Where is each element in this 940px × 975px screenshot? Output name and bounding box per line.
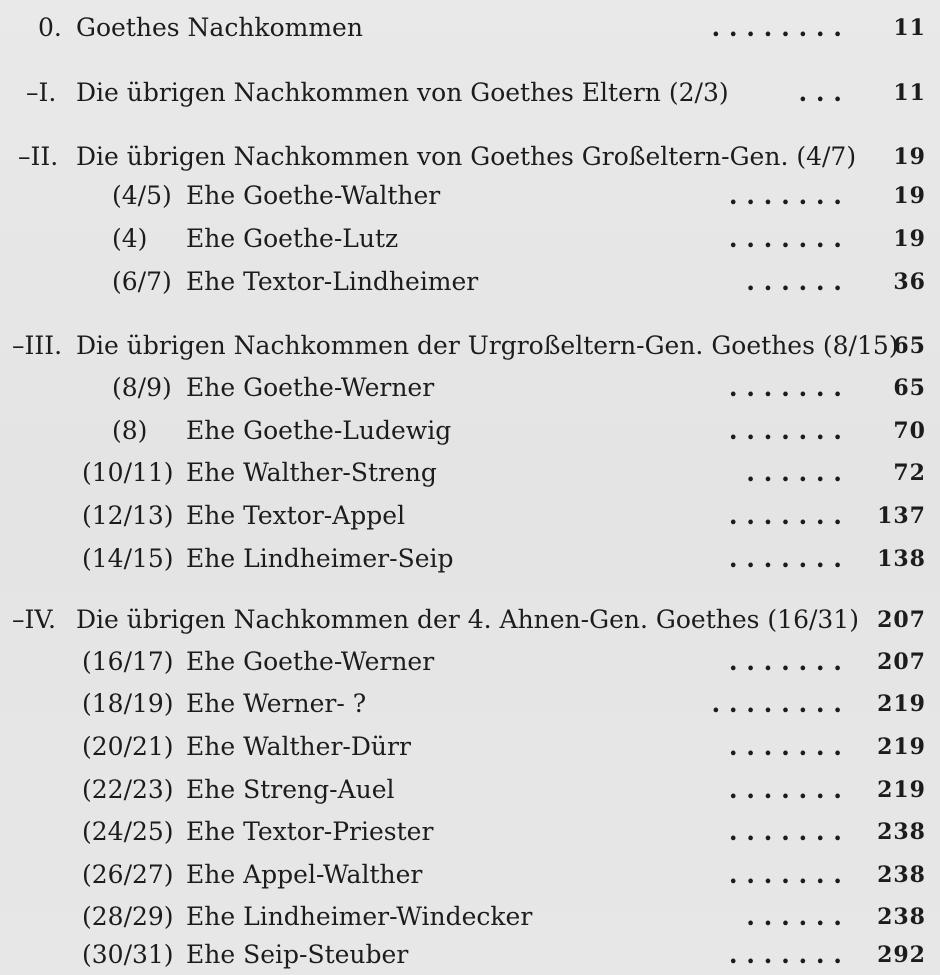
toc-entry-goethe-werner-iv bbox=[0, 642, 940, 682]
entry-number: (8) bbox=[112, 416, 148, 445]
toc-entry-goethe-ludewig bbox=[0, 411, 940, 451]
entry-number: –IV. bbox=[12, 605, 57, 634]
page-number: 19 bbox=[893, 144, 926, 170]
page-number: 219 bbox=[877, 691, 926, 717]
entry-title: Ehe Seip-Steuber bbox=[186, 940, 409, 969]
entry-title: Die übrigen Nachkommen von Goethes Großeltern-Gen. (4/7) bbox=[76, 142, 857, 171]
leader-dots: . . . . . . bbox=[746, 267, 842, 296]
entry-title: Ehe Walther-Dürr bbox=[186, 732, 411, 761]
page-number: 292 bbox=[877, 942, 926, 968]
toc-entry-streng-auel bbox=[0, 770, 940, 810]
page-number: 72 bbox=[893, 460, 926, 486]
toc-entry-goethe-lutz bbox=[0, 219, 940, 259]
entry-number: (8/9) bbox=[112, 373, 172, 402]
entry-number: (24/25) bbox=[82, 817, 174, 846]
entry-title: Ehe Walther-Streng bbox=[186, 458, 437, 487]
leader-dots: . . . . . . bbox=[746, 458, 842, 487]
page-number: 65 bbox=[893, 333, 926, 359]
toc-entry-section-iii bbox=[0, 326, 940, 366]
entry-title: Ehe Streng-Auel bbox=[186, 775, 395, 804]
leader-dots: . . . . . . . bbox=[728, 647, 842, 676]
page-number: 219 bbox=[877, 777, 926, 803]
page-number: 219 bbox=[877, 734, 926, 760]
toc-entry-walther-streng bbox=[0, 453, 940, 493]
entry-title: Ehe Werner- ? bbox=[186, 689, 367, 718]
entry-number: –II. bbox=[18, 142, 59, 171]
entry-title: Ehe Textor-Lindheimer bbox=[186, 267, 479, 296]
entry-number: (28/29) bbox=[82, 902, 174, 931]
entry-number: (12/13) bbox=[82, 501, 174, 530]
toc-entry-goethes-nachkommen bbox=[0, 8, 940, 48]
page-number: 138 bbox=[877, 546, 926, 572]
leader-dots: . . . . . . . bbox=[728, 940, 842, 969]
leader-dots: . . . . . . . bbox=[728, 416, 842, 445]
page-number: 238 bbox=[877, 904, 926, 930]
entry-number: –III. bbox=[12, 331, 63, 360]
page-number: 19 bbox=[893, 183, 926, 209]
toc-entry-walther-duerr bbox=[0, 727, 940, 767]
toc-entry-textor-appel bbox=[0, 496, 940, 536]
leader-dots: . . . bbox=[798, 78, 842, 107]
entry-number: (22/23) bbox=[82, 775, 174, 804]
entry-number: (30/31) bbox=[82, 940, 174, 969]
toc-entry-appel-walther bbox=[0, 855, 940, 895]
entry-number: (6/7) bbox=[112, 267, 172, 296]
page-number: 36 bbox=[893, 269, 926, 295]
leader-dots: . . . . . . . bbox=[728, 732, 842, 761]
entry-number: (18/19) bbox=[82, 689, 174, 718]
toc-entry-section-ii bbox=[0, 137, 940, 177]
leader-dots: . . . . . . . bbox=[728, 817, 842, 846]
entry-number: (10/11) bbox=[82, 458, 174, 487]
page-number: 19 bbox=[893, 226, 926, 252]
toc-entry-lindheimer-windecker bbox=[0, 897, 940, 937]
leader-dots: . . . . . . . bbox=[728, 775, 842, 804]
toc-entry-lindheimer-seip bbox=[0, 539, 940, 579]
toc-entry-section-i bbox=[0, 73, 940, 113]
page-number: 207 bbox=[877, 607, 926, 633]
leader-dots: . . . . . . . bbox=[728, 544, 842, 573]
entry-title: Ehe Textor-Priester bbox=[186, 817, 434, 846]
entry-title: Ehe Goethe-Walther bbox=[186, 181, 441, 210]
leader-dots: . . . . . . bbox=[746, 902, 842, 931]
page-number: 70 bbox=[893, 418, 926, 444]
entry-title: Die übrigen Nachkommen der Urgroßeltern-Gen. Goethes (8/15) bbox=[76, 331, 899, 360]
entry-number: (4/5) bbox=[112, 181, 172, 210]
entry-title: Die übrigen Nachkommen von Goethes Eltern (2/3) bbox=[76, 78, 729, 107]
toc-entry-seip-steuber bbox=[0, 935, 940, 975]
leader-dots: . . . . . . . bbox=[728, 181, 842, 210]
leader-dots: . . . . . . . . bbox=[711, 689, 842, 718]
leader-dots: . . . . . . . bbox=[728, 224, 842, 253]
page-number: 137 bbox=[877, 503, 926, 529]
page-number: 65 bbox=[893, 375, 926, 401]
toc-entry-textor-lindheimer bbox=[0, 262, 940, 302]
entry-number: (26/27) bbox=[82, 860, 174, 889]
entry-title: Ehe Goethe-Lutz bbox=[186, 224, 399, 253]
leader-dots: . . . . . . . . bbox=[711, 13, 842, 42]
entry-title: Die übrigen Nachkommen der 4. Ahnen-Gen. Goethes (16/31) bbox=[76, 605, 859, 634]
page-number: 238 bbox=[877, 819, 926, 845]
toc-entry-section-iv bbox=[0, 600, 940, 640]
entry-number: (14/15) bbox=[82, 544, 174, 573]
entry-number: –I. bbox=[26, 78, 57, 107]
toc-entry-goethe-walther bbox=[0, 176, 940, 216]
entry-number: (20/21) bbox=[82, 732, 174, 761]
entry-title: Goethes Nachkommen bbox=[76, 13, 363, 42]
entry-title: Ehe Textor-Appel bbox=[186, 501, 406, 530]
leader-dots: . . . . . . . bbox=[728, 501, 842, 530]
page-number: 11 bbox=[893, 15, 926, 41]
entry-number: (16/17) bbox=[82, 647, 174, 676]
toc-entry-textor-priester bbox=[0, 812, 940, 852]
entry-title: Ehe Goethe-Werner bbox=[186, 647, 435, 676]
entry-title: Ehe Goethe-Ludewig bbox=[186, 416, 452, 445]
entry-title: Ehe Lindheimer-Windecker bbox=[186, 902, 533, 931]
leader-dots: . . . . . . . bbox=[728, 373, 842, 402]
page-number: 11 bbox=[893, 80, 926, 106]
entry-title: Ehe Goethe-Werner bbox=[186, 373, 435, 402]
leader-dots: . . . . . . . bbox=[728, 860, 842, 889]
toc-entry-werner-unknown bbox=[0, 684, 940, 724]
entry-title: Ehe Lindheimer-Seip bbox=[186, 544, 454, 573]
entry-title: Ehe Appel-Walther bbox=[186, 860, 423, 889]
page-number: 238 bbox=[877, 862, 926, 888]
page-number: 207 bbox=[877, 649, 926, 675]
entry-number: 0. bbox=[38, 13, 62, 42]
entry-number: (4) bbox=[112, 224, 148, 253]
toc-entry-goethe-werner bbox=[0, 368, 940, 408]
